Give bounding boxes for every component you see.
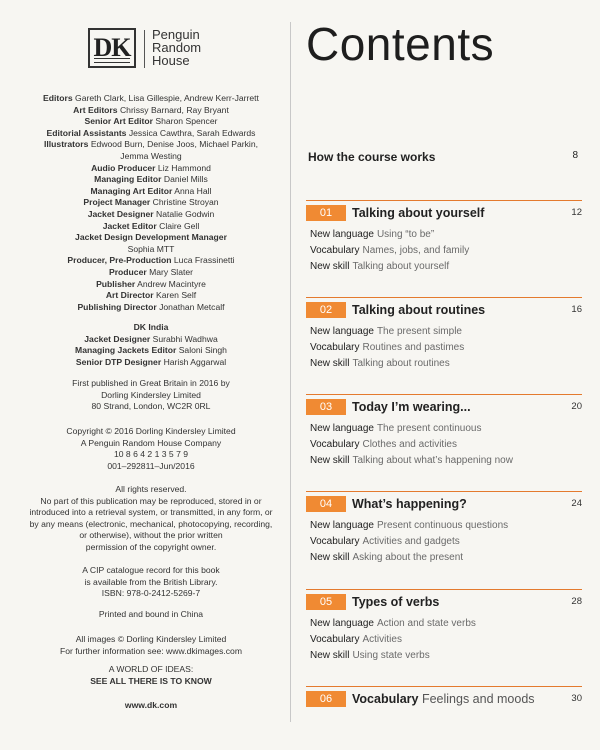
unit-divider <box>306 394 582 395</box>
unit-title: Today I’m wearing... <box>352 400 471 414</box>
unit-title: Talking about routines <box>352 303 486 317</box>
credit-line: Editorial Assistants Jessica Cawthra, Sarah Edwards <box>46 127 256 138</box>
credit-line: Managing Jackets Editor Saloni Singh <box>75 345 227 356</box>
unit-title: Talking about yourself <box>352 206 485 220</box>
first-published: First published in Great Britain in 2016 by Dorling Kindersley Limited 80 Strand, London, WC2R 0RL <box>72 378 230 412</box>
logo-divider <box>144 30 145 68</box>
unit-title: Types of verbs <box>352 595 440 609</box>
unit-divider <box>306 589 582 590</box>
unit-detail-row: Vocabulary Activities <box>310 634 402 645</box>
unit-detail-row: New skill Using state verbs <box>310 650 430 661</box>
credit-line: Jacket Designer Natalie Godwin <box>87 208 215 219</box>
credit-line: Jacket Editor Claire Gell <box>102 220 200 231</box>
copyright-notice: Copyright © 2016 Dorling Kindersley Limited A Penguin Random House Company 10 8 6 4 2 1 3 5 7 9 001–292811–Jun/2016 <box>66 426 236 471</box>
credit-line: Managing Editor Daniel Mills <box>94 174 208 185</box>
unit-page-number: 30 <box>571 693 582 704</box>
credit-line: Jacket Design Development Manager Sophia MTT <box>75 232 227 254</box>
credit-line: Art Director Karen Self <box>105 290 197 301</box>
dk-india-heading: DK India <box>133 322 169 333</box>
dk-logo-text: DK <box>93 33 131 62</box>
credit-line: Jacket Designer Surabhi Wadhwa <box>84 333 218 344</box>
unit-number-badge: 02 <box>306 302 346 318</box>
unit-number-badge: 03 <box>306 399 346 415</box>
unit-detail-row: New skill Talking about routines <box>310 358 450 369</box>
credit-line: Art Editors Chrissy Barnard, Ray Bryant <box>73 104 229 115</box>
unit-number-badge: 04 <box>306 496 346 512</box>
unit-page-number: 12 <box>571 207 582 218</box>
credit-line: Project Manager Christine Stroyan <box>83 197 219 208</box>
credit-line: Audio Producer Liz Hammond <box>91 162 211 173</box>
printed-note: Printed and bound in China <box>98 609 204 619</box>
unit-detail-row: Vocabulary Routines and pastimes <box>310 342 465 353</box>
unit-page-number: 16 <box>571 304 582 315</box>
penguin-random-house-wordmark: Penguin Random House <box>152 27 202 68</box>
credit-line: Publishing Director Jonathan Metcalf <box>77 301 225 312</box>
rights-notice: All rights reserved. No part of this publication may be reproduced, stored in or introduced into a retrieval system, or transmitted, in any form, or by any means (electronic, mechanical, photocopying, recording, or otherwise), without the prior written permission of the copyright owner. <box>29 484 273 552</box>
credit-line: Producer, Pre-Production Luca Frassinetti <box>67 255 235 266</box>
unit-number-badge: 01 <box>306 205 346 221</box>
unit-page-number: 24 <box>571 498 582 509</box>
credit-line: Managing Art Editor Anna Hall <box>90 185 212 196</box>
unit-detail-row: New language The present continuous <box>310 423 482 434</box>
unit-detail-row: New skill Talking about yourself <box>310 261 450 272</box>
unit-divider <box>306 200 582 201</box>
unit-page-number: 28 <box>571 596 582 607</box>
unit-detail-row: New language Using “to be” <box>310 229 435 240</box>
unit-detail-row: New language The present simple <box>310 326 462 337</box>
staff-credits <box>22 93 280 369</box>
credit-line: Illustrators Edwood Burn, Denise Joos, Michael Parkin, Jemma Westing <box>44 139 258 161</box>
toc-entry-how-the-course-works[interactable]: How the course works 8 <box>308 150 578 164</box>
images-credit: All images © Dorling Kindersley Limited For further information see: www.dkimages.com <box>60 634 242 656</box>
credit-line: Senior Art Editor Sharon Spencer <box>84 116 218 127</box>
unit-detail-row: Vocabulary Clothes and activities <box>310 439 457 450</box>
credit-line: Senior DTP Designer Harish Aggarwal <box>75 357 227 368</box>
credit-line: Producer Mary Slater <box>108 266 194 277</box>
page-title: Contents <box>306 18 495 70</box>
unit-detail-row: New language Action and state verbs <box>310 618 476 629</box>
credit-line: Editors Gareth Clark, Lisa Gillespie, Andrew Kerr-Jarrett <box>43 93 259 103</box>
unit-divider <box>306 297 582 298</box>
unit-number-badge: 06 <box>306 691 346 707</box>
unit-title: Vocabulary Feelings and moods <box>352 692 535 706</box>
publisher-logo <box>88 28 248 72</box>
unit-page-number: 20 <box>571 401 582 412</box>
unit-title: What’s happening? <box>352 497 467 511</box>
unit-divider <box>306 686 582 687</box>
credit-line: Publisher Andrew Macintyre <box>96 278 206 289</box>
dk-logo-icon <box>88 28 136 68</box>
unit-detail-row: New skill Talking about what’s happening now <box>310 455 513 466</box>
world-of-ideas-tagline: A WORLD OF IDEAS: SEE ALL THERE IS TO KNOW <box>90 664 212 686</box>
cip-record: A CIP catalogue record for this book is available from the British Library. ISBN: 978-0-2412-5269-7 <box>82 565 220 599</box>
unit-subtitle: Feelings and moods <box>421 692 535 706</box>
unit-detail-row: Vocabulary Names, jobs, and family <box>310 245 470 256</box>
column-divider <box>290 22 291 722</box>
unit-number-badge: 05 <box>306 594 346 610</box>
website-link[interactable]: www.dk.com <box>124 700 178 710</box>
unit-detail-row: New language Present continuous questions <box>310 520 509 531</box>
unit-detail-row: Vocabulary Activities and gadgets <box>310 536 460 547</box>
unit-detail-row: New skill Asking about the present <box>310 552 464 563</box>
unit-divider <box>306 491 582 492</box>
